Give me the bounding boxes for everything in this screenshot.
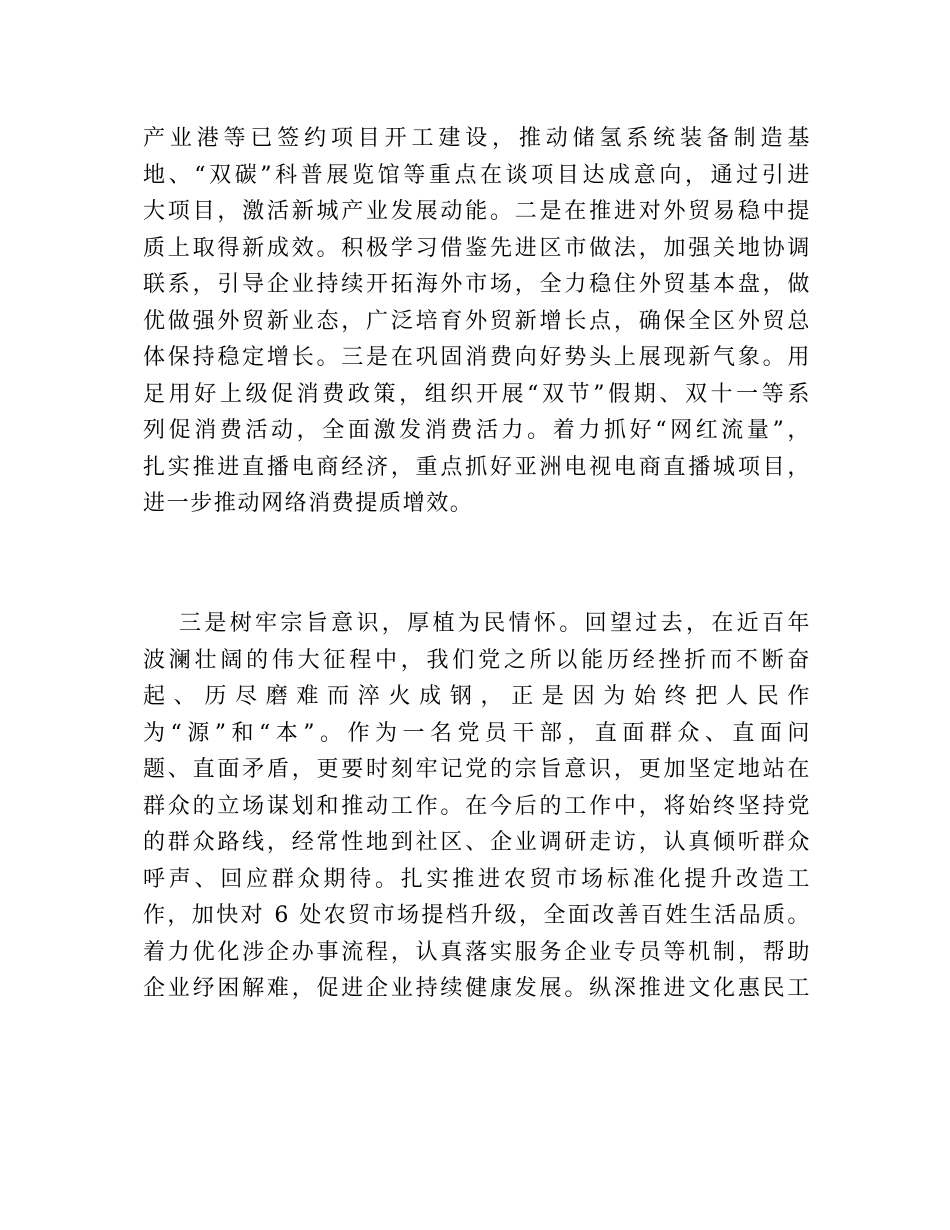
text-line: 列促消费活动，全面激发消费活力。着力抓好“网红流量”，	[143, 418, 811, 443]
text-line: 群众的立场谋划和推动工作。在今后的工作中，将始终坚持党	[143, 793, 811, 819]
text-line: 起、历尽磨难而淬火成钢，正是因为始终把人民作	[143, 684, 811, 709]
text-line: 呼声、回应群众期待。扎实推进农贸市场标准化提升改造工	[143, 866, 811, 892]
text-line: 题、直面矛盾，更要时刻牢记党的宗旨意识，更加坚定地站在	[143, 757, 811, 782]
paragraph-1	[143, 121, 811, 523]
text-line: 大项目，激活新城产业发展动能。二是在推进对外贸易稳中提	[143, 199, 811, 224]
text-line: 作，加快对 6 处农贸市场提档升级，全面改善百姓生活品质。	[143, 903, 811, 928]
text-line: 波澜壮阔的伟大征程中，我们党之所以能历经挫折而不断奋	[143, 647, 811, 673]
text-line: 产业港等已签约项目开工建设，推动储氢系统装备制造基	[143, 126, 811, 151]
text-line: 着力优化涉企办事流程，认真落实服务企业专员等机制，帮助	[143, 939, 811, 965]
text-line: 联系，引导企业持续开拓海外市场，全力稳住外贸基本盘，做	[143, 272, 811, 297]
text-line: 地、“双碳”科普展览馆等重点在谈项目达成意向，通过引进	[143, 162, 811, 188]
text-line: 三是树牢宗旨意识，厚植为民情怀。回望过去，在近百年	[179, 611, 811, 636]
text-line: 足用好上级促消费政策，组织开展“双节”假期、双十一等系	[143, 381, 811, 407]
text-line: 扎实推进直播电商经济，重点抓好亚洲电视电商直播城项目，	[143, 454, 811, 480]
text-line: 进一步推动网络消费提质增效。	[143, 491, 474, 516]
text-line: 优做强外贸新业态，广泛培育外贸新增长点，确保全区外贸总	[143, 308, 811, 334]
text-line: 企业纾困解难，促进企业持续健康发展。纵深推进文化惠民工	[143, 976, 811, 1001]
text-line: 为“源”和“本”。作为一名党员干部，直面群众、直面问	[143, 720, 811, 746]
text-line: 质上取得新成效。积极学习借鉴先进区市做法，加强关地协调	[143, 235, 811, 261]
text-line: 体保持稳定增长。三是在巩固消费向好势头上展现新气象。用	[143, 345, 811, 370]
paragraph-2	[143, 606, 811, 1008]
text-line: 的群众路线，经常性地到社区、企业调研走访，认真倾听群众	[143, 830, 811, 855]
